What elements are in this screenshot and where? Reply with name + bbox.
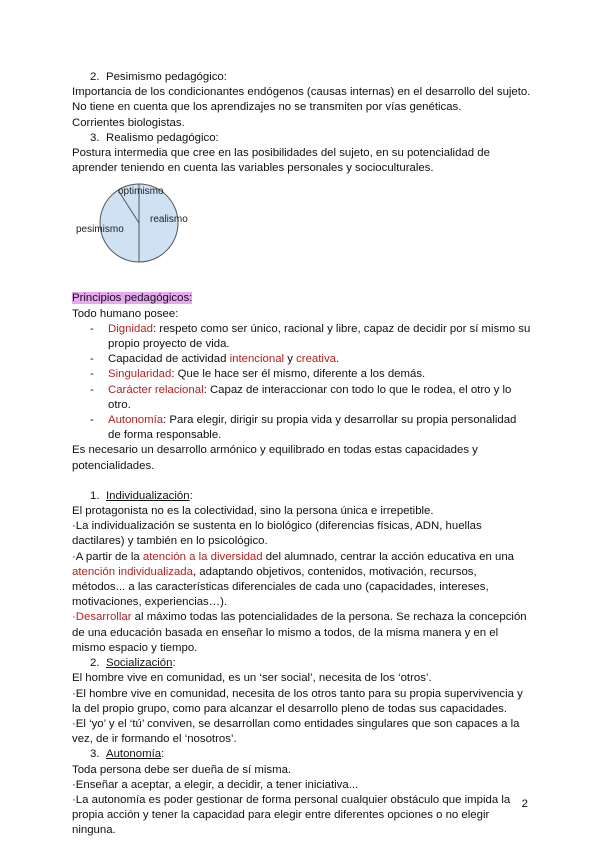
principles-list: [72, 322, 532, 444]
heading-text: Individualización: [106, 489, 190, 502]
paragraph: Toda persona debe ser dueña de sí misma.: [72, 763, 292, 776]
label-optimismo: optimismo: [118, 186, 164, 198]
term-description: : Capaz de interaccionar con todo lo que le rodea, el otro y lo otro.: [108, 383, 512, 411]
paragraph: Es necesario un desarrollo armónico y equilibrado en todas estas capacidades y potencialidades.: [72, 444, 478, 472]
paragraph: El hombre vive en comunidad, es un ‘ser social’, necesita de los ‘otros’.: [72, 672, 432, 685]
term-atencion-individualizada: atención individualizada: [72, 565, 193, 578]
item-text: .: [335, 353, 340, 366]
list-number: 3.: [90, 131, 100, 144]
term-intencional: intencional: [229, 353, 285, 366]
term-autonomia: Autonomía: [108, 414, 164, 427]
document-page: [72, 70, 532, 839]
paragraph: ·Enseñar a aceptar, a elegir, a decidir, a tener iniciativa...: [72, 778, 359, 791]
paragraph: [72, 610, 532, 656]
term-desarrollar: ·Desarrollar: [72, 611, 132, 624]
pedagogy-diagram: [72, 180, 532, 266]
heading-text: Pesimismo pedagógico:: [106, 71, 227, 83]
term-atencion-diversidad: atención a la diversidad: [142, 550, 263, 563]
pie-diagram: [72, 180, 232, 266]
label-pesimismo: pesimismo: [76, 224, 124, 236]
list-number: 1.: [90, 489, 100, 502]
heading-colon: :: [189, 489, 193, 502]
list-item: [90, 367, 532, 382]
label-realismo: realismo: [150, 214, 188, 226]
heading-realismo: [72, 131, 532, 146]
paragraph: ·La autonomía es poder gestionar de forma personal cualquier obstáculo que impida la propia acción y tener la capacidad para elegir entre diferentes opciones o no elegir ninguna.: [72, 793, 511, 837]
list-number: 2.: [90, 71, 100, 83]
list-item: [90, 413, 532, 443]
paragraph: Postura intermedia que cree en las posibilidades del sujeto, en su potencialidad de aprender teniendo en cuenta las variables personales y socioculturales.: [72, 147, 490, 175]
heading-colon: :: [172, 657, 176, 670]
heading-autonomia: [72, 747, 532, 762]
list-item: [90, 383, 532, 413]
heading-individualizacion: [72, 489, 532, 504]
heading-text: Autonomía: [106, 748, 162, 761]
heading-socializacion: [72, 656, 532, 671]
paragraph: [72, 550, 532, 611]
paragraph: Corrientes biologistas.: [72, 116, 185, 129]
page-number: 2: [521, 798, 528, 810]
heading-colon: :: [161, 748, 165, 761]
list-number: 2.: [90, 657, 100, 670]
paragraph: El protagonista no es la colectividad, sino la persona única e irrepetible.: [72, 505, 434, 518]
spacer: [72, 474, 532, 489]
paragraph: Importancia de los condicionantes endógenos (causas internas) en el desarrollo del sujeto.: [72, 86, 531, 99]
text-run: al máximo todas las potencialidades de la persona. Se rechaza la concepción de una educación basada en enseñar lo mismo a todos, de la misma manera y en el mismo espacio y tiempo.: [72, 611, 527, 654]
paragraph: ·El ‘yo’ y el ‘tú’ conviven, se desarrollan como entidades singulares que son capaces a la vez, de ir formando el ‘nosotros’.: [72, 717, 520, 746]
paragraph: No tiene en cuenta que los aprendizajes no se transmiten por vías genéticas.: [72, 101, 462, 114]
term-description: : Para elegir, dirigir su propia vida y desarrollar su propia personalidad de forma responsable.: [108, 414, 517, 442]
list-item: [90, 322, 532, 352]
list-item: [90, 352, 532, 367]
term-dignidad: Dignidad: [108, 322, 153, 335]
heading-pesimismo: [72, 70, 532, 85]
item-text: Capacidad de actividad: [108, 353, 230, 366]
text-run: ·A partir de la: [72, 550, 143, 563]
term-singularidad: Singularidad: [108, 368, 172, 381]
highlighted-title: Principios pedagógicos:: [72, 292, 193, 305]
paragraph: Todo humano posee:: [72, 307, 179, 320]
term-description: : Que le hace ser él mismo, diferente a los demás.: [171, 368, 426, 381]
paragraph: ·El hombre vive en comunidad, necesita de los otros tanto para su propia supervivencia y la del propio grupo, como para alcanzar el desarrollo pleno de todas sus capacidades.: [72, 687, 523, 715]
text-run: , adaptando objetivos, contenidos, motivación, recursos, métodos... a las características diferenciales de cada uno (capacidades, intereses, motivaciones, experiencias…).: [72, 565, 489, 609]
item-text: y: [284, 353, 297, 366]
text-run: del alumnado, centrar la acción educativa en una: [262, 550, 514, 563]
term-caracter-relacional: Carácter relacional: [108, 383, 204, 396]
term-description: : respeto como ser único, racional y libre, capaz de decidir por sí mismo su propio proyecto de vida.: [108, 322, 531, 351]
heading-text: Realismo pedagógico:: [106, 131, 219, 144]
spacer: [72, 276, 532, 291]
list-number: 3.: [90, 748, 100, 761]
section-title-principios: [72, 291, 532, 306]
paragraph: ·La individualización se sustenta en lo biológico (diferencias físicas, ADN, huellas dactilares) y también en lo psicológico.: [72, 520, 482, 548]
term-creativa: creativa: [296, 353, 336, 366]
heading-text: Socialización: [106, 657, 173, 670]
